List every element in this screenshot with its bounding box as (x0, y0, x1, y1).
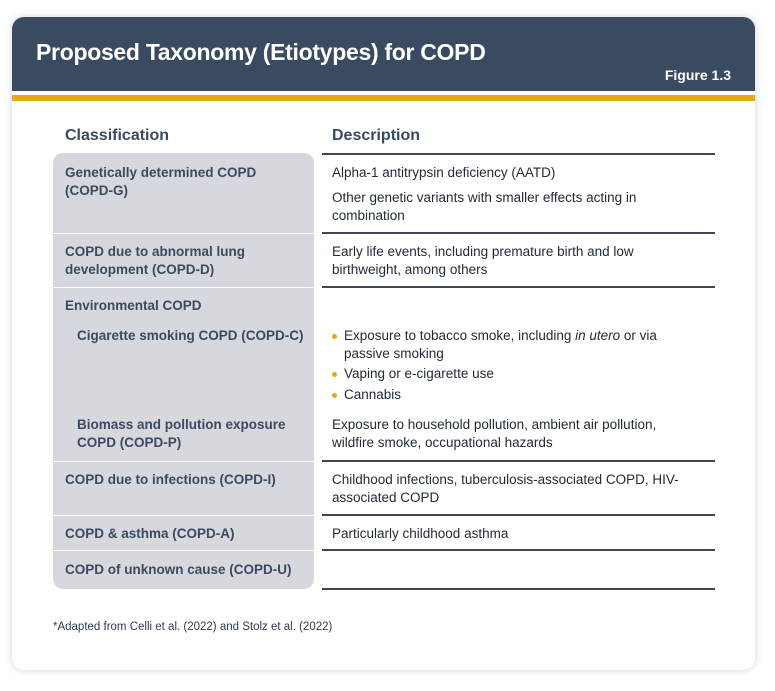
row-divider (53, 515, 314, 516)
bullet-dot (332, 393, 337, 398)
row-divider (53, 461, 314, 462)
classification-environmental: Environmental COPD (65, 298, 202, 313)
classification-copd-c: Cigarette smoking COPD (COPD-C) (77, 328, 304, 343)
row-divider (322, 153, 715, 155)
row-divider (322, 286, 715, 288)
figure-title: Proposed Taxonomy (Etiotypes) for COPD (36, 39, 486, 65)
classification-copd-i: COPD due to infections (COPD-I) (65, 472, 276, 487)
bullet-tobacco: Exposure to tobacco smoke, including in utero or via passive smoking (332, 327, 692, 363)
footnote: *Adapted from Celli et al. (2022) and Stolz et al. (2022) (53, 621, 333, 633)
accent-bar (12, 95, 755, 101)
bullet-vaping: Vaping or e-cigarette use (332, 365, 692, 383)
description-copd-p: Exposure to household pollution, ambient air pollution, wildfire smoke, occupational hazards (332, 417, 657, 450)
row-divider (53, 233, 314, 234)
description-copd-d: Early life events, including premature birth and low birthweight, among others (332, 244, 634, 277)
classification-column-header: Classification (65, 127, 170, 144)
description-copd-g-2: Other genetic variants with smaller effects acting in combination (332, 190, 637, 223)
row-divider (322, 588, 715, 590)
row-divider (322, 460, 715, 462)
bullet-dot (332, 372, 337, 377)
row-divider (53, 287, 314, 288)
figure-header (12, 17, 755, 91)
row-divider (322, 514, 715, 516)
description-copd-g-1: Alpha-1 antitrypsin deficiency (AATD) (332, 165, 556, 180)
bullet-dot (332, 334, 337, 339)
classification-copd-g: Genetically determined COPD (COPD-G) (65, 165, 257, 198)
figure-number: Figure 1.3 (664, 67, 731, 83)
bullet-cannabis: Cannabis (332, 386, 692, 404)
description-copd-i: Childhood infections, tuberculosis-associated COPD, HIV-associated COPD (332, 472, 679, 505)
description-copd-a: Particularly childhood asthma (332, 526, 509, 541)
classification-copd-p: Biomass and pollution exposure COPD (COPD-P) (77, 417, 286, 450)
row-divider (322, 232, 715, 234)
classification-panel (53, 153, 314, 589)
classification-copd-u: COPD of unknown cause (COPD-U) (65, 562, 292, 577)
description-column-header: Description (332, 127, 421, 144)
classification-copd-a: COPD & asthma (COPD-A) (65, 526, 235, 541)
row-divider (53, 550, 314, 551)
classification-copd-d: COPD due to abnormal lung development (COPD-D) (65, 244, 246, 277)
figure-card (12, 17, 755, 670)
row-divider (322, 549, 715, 551)
